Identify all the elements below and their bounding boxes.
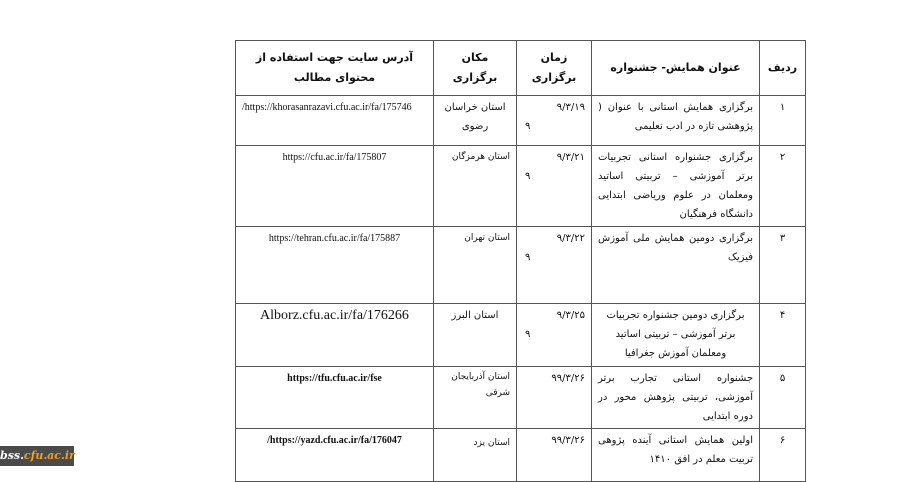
event-date [517, 367, 592, 429]
event-title: برگزاری دومین همایش ملی آموزش فیزیک [592, 227, 760, 304]
event-date [517, 304, 592, 367]
date-line: ۹۹/۳/۲۶ [551, 435, 585, 446]
date-line: ۹/۳/۲۵ [556, 310, 585, 321]
row-number: ۶ [760, 429, 806, 482]
site-logo[interactable] [0, 446, 74, 466]
header-date: زمان برگزاری [517, 41, 592, 96]
event-url[interactable]: /https://khorasanrazavi.cfu.ac.ir/fa/175746 [236, 96, 434, 146]
event-url[interactable]: https://cfu.ac.ir/fa/175807 [236, 146, 434, 227]
table-row [236, 304, 806, 367]
event-date [517, 146, 592, 227]
table-row [236, 367, 806, 429]
header-url: آدرس سایت جهت استفاده از محتوای مطالب [236, 41, 434, 96]
logo-text-domain: cfu.ac.ir [23, 449, 75, 462]
event-place: استان هرمزگان [434, 146, 517, 227]
header-title: عنوان همایش- جشنواره [592, 41, 760, 96]
date-line: ۹/۳/۱۹ [556, 102, 585, 113]
event-title: اولین همایش استانی آینده پژوهی تربیت معلم در افق ۱۴۱۰ [592, 429, 760, 482]
event-date [517, 227, 592, 304]
event-url[interactable]: https://tehran.cfu.ac.ir/fa/175887 [236, 227, 434, 304]
event-place: استان خراسان رضوی [434, 96, 517, 146]
date-line: ۹/۳/۲۱ [556, 152, 585, 163]
event-date [517, 96, 592, 146]
date-line: ۹ [525, 329, 531, 340]
table-row [236, 146, 806, 227]
row-number: ۴ [760, 304, 806, 367]
event-place: استان یزد [434, 429, 517, 482]
date-line: ۹/۳/۲۲ [556, 233, 585, 244]
event-url[interactable]: https://tfu.cfu.ac.ir/fse [236, 367, 434, 429]
event-place: استان تهران [434, 227, 517, 304]
header-place: مکان برگزاری [434, 41, 517, 96]
event-place: استان البرز [434, 304, 517, 367]
event-title: برگزاری همایش استانی با عنوان ( پژوهشی تازه در ادب تعلیمی [592, 96, 760, 146]
row-number: ۵ [760, 367, 806, 429]
date-line: ۹۹/۳/۲۶ [551, 373, 585, 384]
events-table [235, 40, 806, 482]
table-row [236, 96, 806, 146]
event-title: برگزاری جشنواره استانی تجربیات برتر آموزشی – تربیتی اساتید ومعلمان در علوم وریاضی ابتدایی دانشگاه فرهنگیان [592, 146, 760, 227]
date-line: ۹ [525, 121, 531, 132]
event-title: برگزاری دومین جشنواره تجربیات برتر آموزشی – تربیتی اساتید ومعلمان آموزش جغرافیا [592, 304, 760, 367]
logo-text-bss: bss. [0, 449, 24, 462]
event-place: استان آذربایجان شرقی [434, 367, 517, 429]
row-number: ۱ [760, 96, 806, 146]
table-row [236, 227, 806, 304]
event-title: جشنواره استانی تجارب برتر آموزشی، تربیتی پژوهش محور در دوره ابتدایی [592, 367, 760, 429]
event-url[interactable]: Alborz.cfu.ac.ir/fa/176266 [236, 304, 434, 367]
row-number: ۳ [760, 227, 806, 304]
header-row [236, 41, 806, 96]
date-line: ۹ [525, 252, 531, 263]
date-line: ۹ [525, 171, 531, 182]
header-row-number: ردیف [760, 41, 806, 96]
event-url[interactable]: /https://yazd.cfu.ac.ir/fa/176047 [236, 429, 434, 482]
row-number: ۲ [760, 146, 806, 227]
